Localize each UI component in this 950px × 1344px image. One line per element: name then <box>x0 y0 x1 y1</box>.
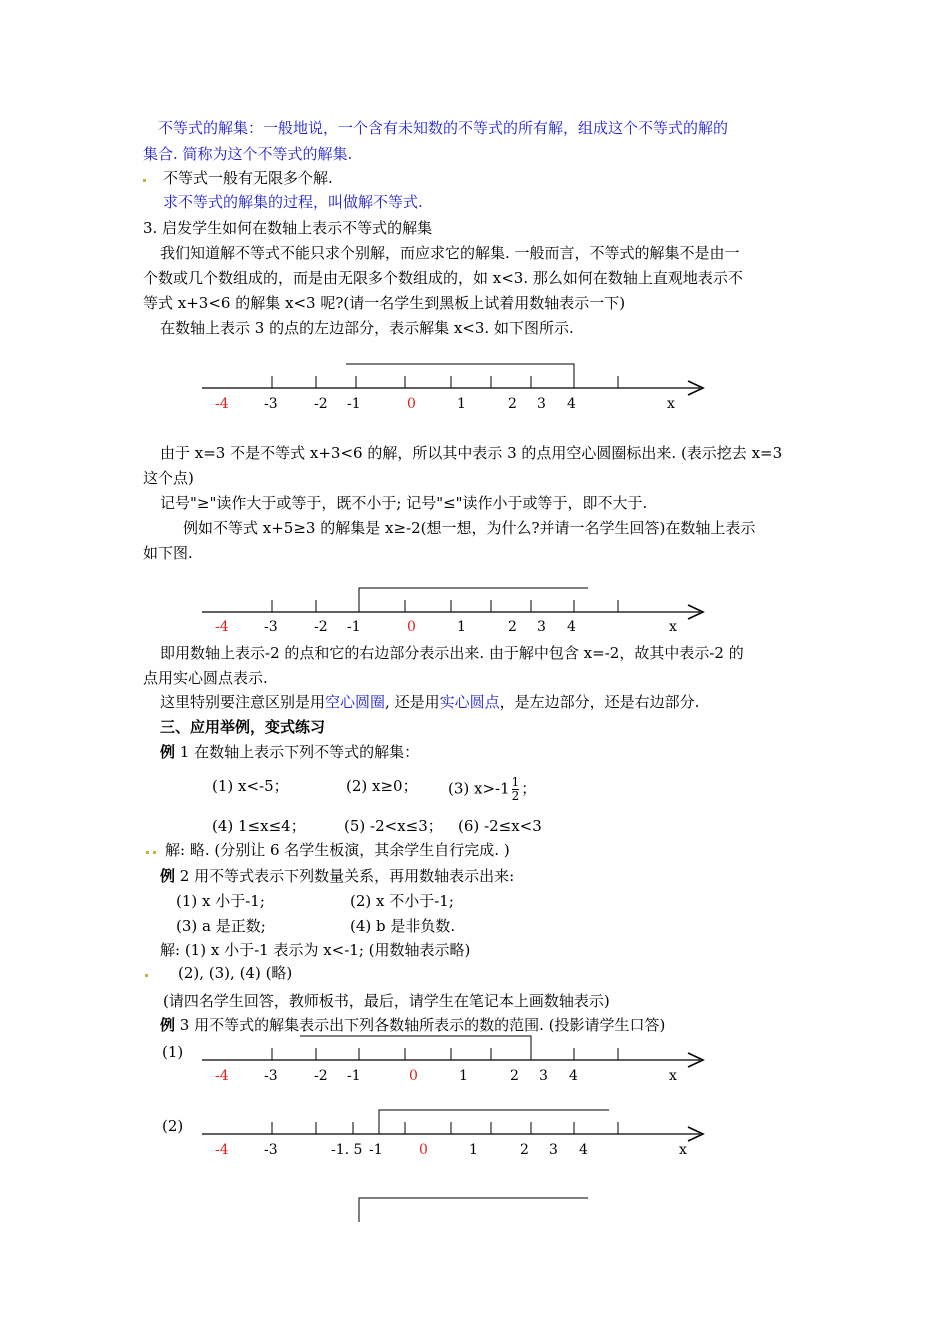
axis4-label: 0 <box>419 1142 428 1158</box>
axis1-label: -4 <box>215 396 229 412</box>
axis4-label: -1 <box>369 1142 383 1158</box>
axis1-label: -2 <box>314 396 328 412</box>
axis4-label: 3 <box>549 1142 558 1158</box>
example-2-item: (2) x 不小于-1; <box>350 892 454 910</box>
axis2-label: 2 <box>508 619 517 635</box>
axis1-label: 3 <box>537 396 546 412</box>
section-3-heading: 三、应用举例，变式练习 <box>160 718 326 736</box>
example-2-solution-rest: (2), (3), (4) (略) <box>178 964 293 982</box>
axis2-label: x <box>669 619 677 635</box>
axis3-label: -1 <box>347 1068 361 1084</box>
axis4-label: 2 <box>520 1142 529 1158</box>
axis4-label: 4 <box>579 1142 588 1158</box>
axis1-label: -1 <box>347 396 361 412</box>
number-line-1 <box>202 364 703 412</box>
example-1-item: (4) 1≤x≤4； <box>212 817 306 835</box>
accent-dot <box>145 974 148 977</box>
paragraph-8-line-2: 如下图. <box>143 544 193 562</box>
axis3-label: 0 <box>409 1068 418 1084</box>
axis2-label: 1 <box>457 619 466 635</box>
axis2-label: -1 <box>347 619 361 635</box>
axis2-label: 4 <box>567 619 576 635</box>
axis2-label: -3 <box>264 619 278 635</box>
axis1-label: 0 <box>407 396 416 412</box>
paragraph-5: 在数轴上表示 3 的点的左边部分，表示解集 x<3. 如下图所示. <box>160 319 574 337</box>
definition-line-2: 集合. 简称为这个不等式的解集. <box>143 145 353 163</box>
example-2-heading: 例 2 用不等式表示下列数量关系，再用数轴表示出来: <box>160 867 515 885</box>
solid-dot-term: 实心圆点 <box>439 693 500 711</box>
axis3-label: 4 <box>569 1068 578 1084</box>
example-3-heading: 例 3 用不等式的解集表示出下列各数轴所表示的数的范围. (投影请学生口答) <box>160 1016 666 1034</box>
paragraph-9-line-1: 即用数轴上表示-2 的点和它的右边部分表示出来. 由于解中包含 x=-2，故其中表示-2 的 <box>160 644 744 662</box>
accent-dot <box>153 851 156 854</box>
example-1-item: (5) -2<x≤3； <box>344 817 443 835</box>
axis3-label: -2 <box>314 1068 328 1084</box>
paragraph-6-line-1: 由于 x=3 不是不等式 x+3<6 的解，所以其中表示 3 的点用空心圆圈标出来. (表示挖去 x=3 <box>160 444 783 462</box>
example-2-item: (4) b 是非负数. <box>350 917 456 935</box>
step-3-heading: 3. 启发学生如何在数轴上表示不等式的解集 <box>143 219 433 237</box>
figure-2-label: (2) <box>162 1117 184 1135</box>
example-1-item: (3) x>-1 $\frac{1}{2}$ ； <box>448 775 537 803</box>
paragraph-8-line-1: 例如不等式 x+5≥3 的解集是 x≥-2(想一想，为什么?并请一名学生回答)在数轴上表示 <box>183 519 756 537</box>
axis3-label: -4 <box>215 1068 229 1084</box>
example-2-solution: 解: (1) x 小于-1 表示为 x<-1; (用数轴表示略) <box>160 941 471 959</box>
axis4-label: x <box>679 1142 687 1158</box>
axis3-label: -3 <box>264 1068 278 1084</box>
paragraph-4-line-2: 个数或几个数组成的，而是由无限多个数组成的，如 x<3. 那么如何在数轴上直观地表示不 <box>143 269 743 287</box>
example-1-item: (6) -2≤x<3 <box>458 817 542 835</box>
axis1-label: 4 <box>567 396 576 412</box>
accent-dot <box>146 851 149 854</box>
example-1-item: (1) x<-5； <box>212 777 289 795</box>
paragraph-4-line-3: 等式 x+3<6 的解集 x<3 呢?(请一名学生到黑板上试着用数轴表示一下) <box>143 294 626 312</box>
axis3-label: 1 <box>459 1068 468 1084</box>
example-1-heading: 例 1 在数轴上表示下列不等式的解集： <box>160 743 420 761</box>
axis1-label: 2 <box>508 396 517 412</box>
paragraph-9-line-2: 点用实心圆点表示. <box>143 669 268 687</box>
example-2-note: (请四名学生回答，教师板书，最后，请学生在笔记本上画数轴表示) <box>163 992 610 1010</box>
infinite-solutions-line: 不等式一般有无限多个解. <box>163 169 333 187</box>
axis1-label: x <box>667 396 675 412</box>
paragraph-10: 这里特别要注意区别是用空心圆圈, 还是用实心圆点，是左边部分，还是右边部分. <box>160 693 700 711</box>
axis4-label: 1 <box>469 1142 478 1158</box>
paragraph-6-line-2: 这个点) <box>143 469 194 487</box>
axis2-label: -4 <box>215 619 229 635</box>
example-1-item: (2) x≥0； <box>346 777 418 795</box>
axis2-label: -2 <box>314 619 328 635</box>
paragraph-7: 记号"≥"读作大于或等于，既不小于; 记号"≤"读作小于或等于，即不大于. <box>160 494 648 512</box>
axis1-label: 1 <box>457 396 466 412</box>
example-1-solution: 解: 略. (分别让 6 名学生板演，其余学生自行完成. ) <box>165 841 510 859</box>
figure-1-label: (1) <box>162 1043 184 1061</box>
axis2-label: 0 <box>407 619 416 635</box>
axis3-label: 2 <box>510 1068 519 1084</box>
example-2-item: (3) a 是正数; <box>176 917 266 935</box>
axis4-label: -3 <box>264 1142 278 1158</box>
axis1-label: -3 <box>264 396 278 412</box>
axis3-label: x <box>669 1068 677 1084</box>
solve-definition-line: 求不等式的解集的过程，叫做解不等式. <box>163 193 423 211</box>
axis3-label: 3 <box>539 1068 548 1084</box>
example-2-item: (1) x 小于-1; <box>176 892 265 910</box>
hollow-circle-term: 空心圆圈 <box>325 693 386 711</box>
number-line-3 <box>202 1036 703 1084</box>
number-line-5-partial <box>359 1198 588 1222</box>
number-line-4 <box>202 1110 703 1158</box>
axis2-label: 3 <box>537 619 546 635</box>
axis4-label: -4 <box>215 1142 229 1158</box>
number-line-2 <box>202 588 703 635</box>
axis4-label: -1. 5 <box>331 1142 363 1158</box>
paragraph-4-line-1: 我们知道解不等式不能只求个别解，而应求它的解集. 一般而言，不等式的解集不是由一 <box>160 244 740 262</box>
definition-line-1: 不等式的解集：一般地说，一个含有未知数的不等式的所有解，组成这个不等式的解的 <box>158 119 729 137</box>
